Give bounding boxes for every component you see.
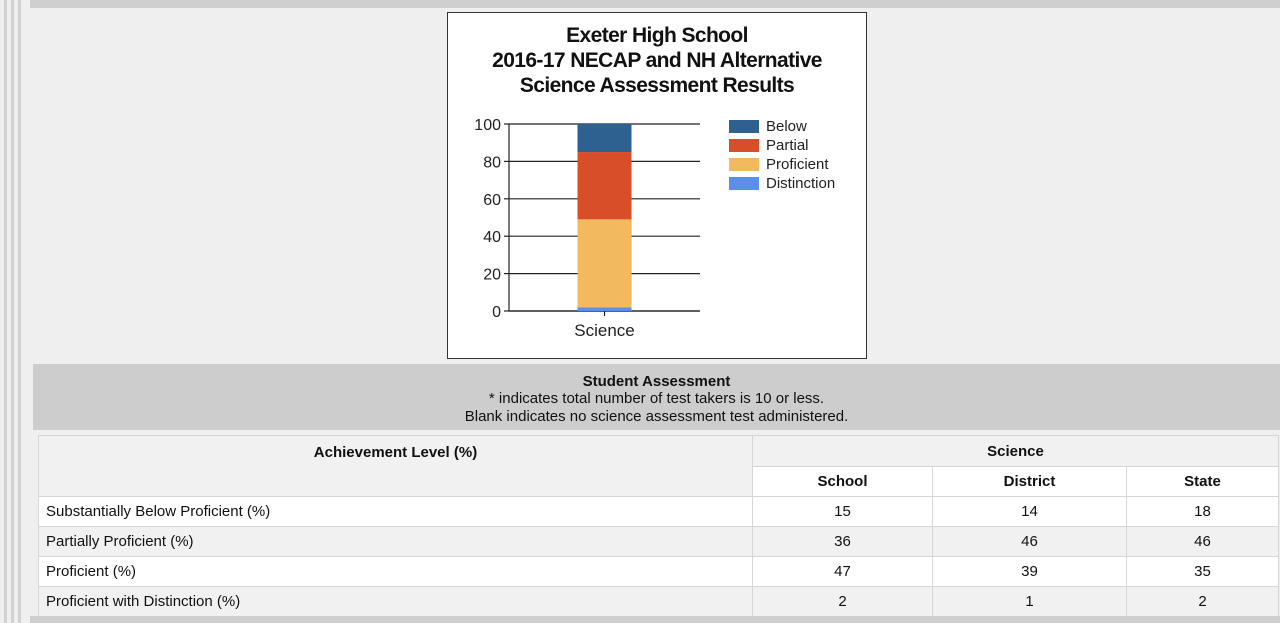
y-tick-label: 100: [474, 117, 501, 134]
legend-item-proficient: [729, 155, 835, 174]
school-value: 36: [753, 527, 933, 557]
table-row: [39, 587, 1279, 617]
state-value: 46: [1127, 527, 1279, 557]
state-value: 35: [1127, 557, 1279, 587]
top-frame-bar: [0, 0, 1280, 8]
y-tick-label: 80: [483, 154, 501, 172]
results-table-wrapper: [38, 435, 1278, 617]
chart-title-line-3: Science Assessment Results: [519, 74, 795, 97]
legend-label: Below: [766, 118, 807, 135]
row-label: Proficient with Distinction (%): [39, 587, 753, 617]
small-count-note: * indicates total number of test takers is 10 or less.: [488, 390, 825, 407]
legend-swatch: [729, 177, 759, 190]
school-value: 15: [753, 497, 933, 527]
district-column-header: District: [933, 467, 1127, 497]
district-value: 46: [933, 527, 1127, 557]
school-value: 47: [753, 557, 933, 587]
table-row: [39, 557, 1279, 587]
row-label: Partially Proficient (%): [39, 527, 753, 557]
legend-swatch: [729, 139, 759, 152]
legend-label: Distinction: [766, 175, 836, 192]
achievement-level-header: Achievement Level (%): [39, 436, 753, 497]
legend-swatch: [729, 120, 759, 133]
bar-segment-below: [578, 124, 632, 152]
y-tick-label: 60: [483, 191, 501, 209]
school-column-header: School: [753, 467, 933, 497]
bar-segment-distinction: [578, 307, 632, 311]
bar-segment-partial: [578, 152, 632, 219]
table-row: [39, 527, 1279, 557]
results-table: [38, 435, 1279, 617]
district-value: 14: [933, 497, 1127, 527]
y-tick-label: 0: [492, 304, 501, 321]
science-group-header: Science: [753, 436, 1279, 467]
chart-legend: [729, 117, 835, 193]
row-label: Proficient (%): [39, 557, 753, 587]
district-value: 39: [933, 557, 1127, 587]
state-column-header: State: [1127, 467, 1279, 497]
chart-title-line-1: Exeter High School: [566, 24, 748, 47]
chart-title-line-2: 2016-17 NECAP and NH Alternative: [492, 49, 822, 72]
x-category-label: Science: [574, 321, 635, 340]
chart-container: [447, 12, 867, 359]
bar-segment-proficient: [578, 219, 632, 307]
legend-label: Proficient: [766, 156, 829, 173]
y-tick-label: 40: [483, 229, 501, 247]
student-assessment-panel: [33, 364, 1280, 430]
table-row: [39, 497, 1279, 527]
left-frame-rails: [0, 0, 30, 623]
legend-item-partial: [729, 136, 835, 155]
legend-item-distinction: [729, 174, 835, 193]
state-value: 18: [1127, 497, 1279, 527]
legend-item-below: [729, 117, 835, 136]
y-tick-label: 20: [483, 266, 501, 284]
student-assessment-title: Student Assessment: [582, 373, 731, 390]
state-value: 2: [1127, 587, 1279, 617]
blank-note: Blank indicates no science assessment test administered.: [464, 408, 849, 425]
row-label: Substantially Below Proficient (%): [39, 497, 753, 527]
district-value: 1: [933, 587, 1127, 617]
school-value: 2: [753, 587, 933, 617]
legend-label: Partial: [766, 137, 809, 154]
bottom-frame-bar: [30, 616, 1280, 623]
legend-swatch: [729, 158, 759, 171]
